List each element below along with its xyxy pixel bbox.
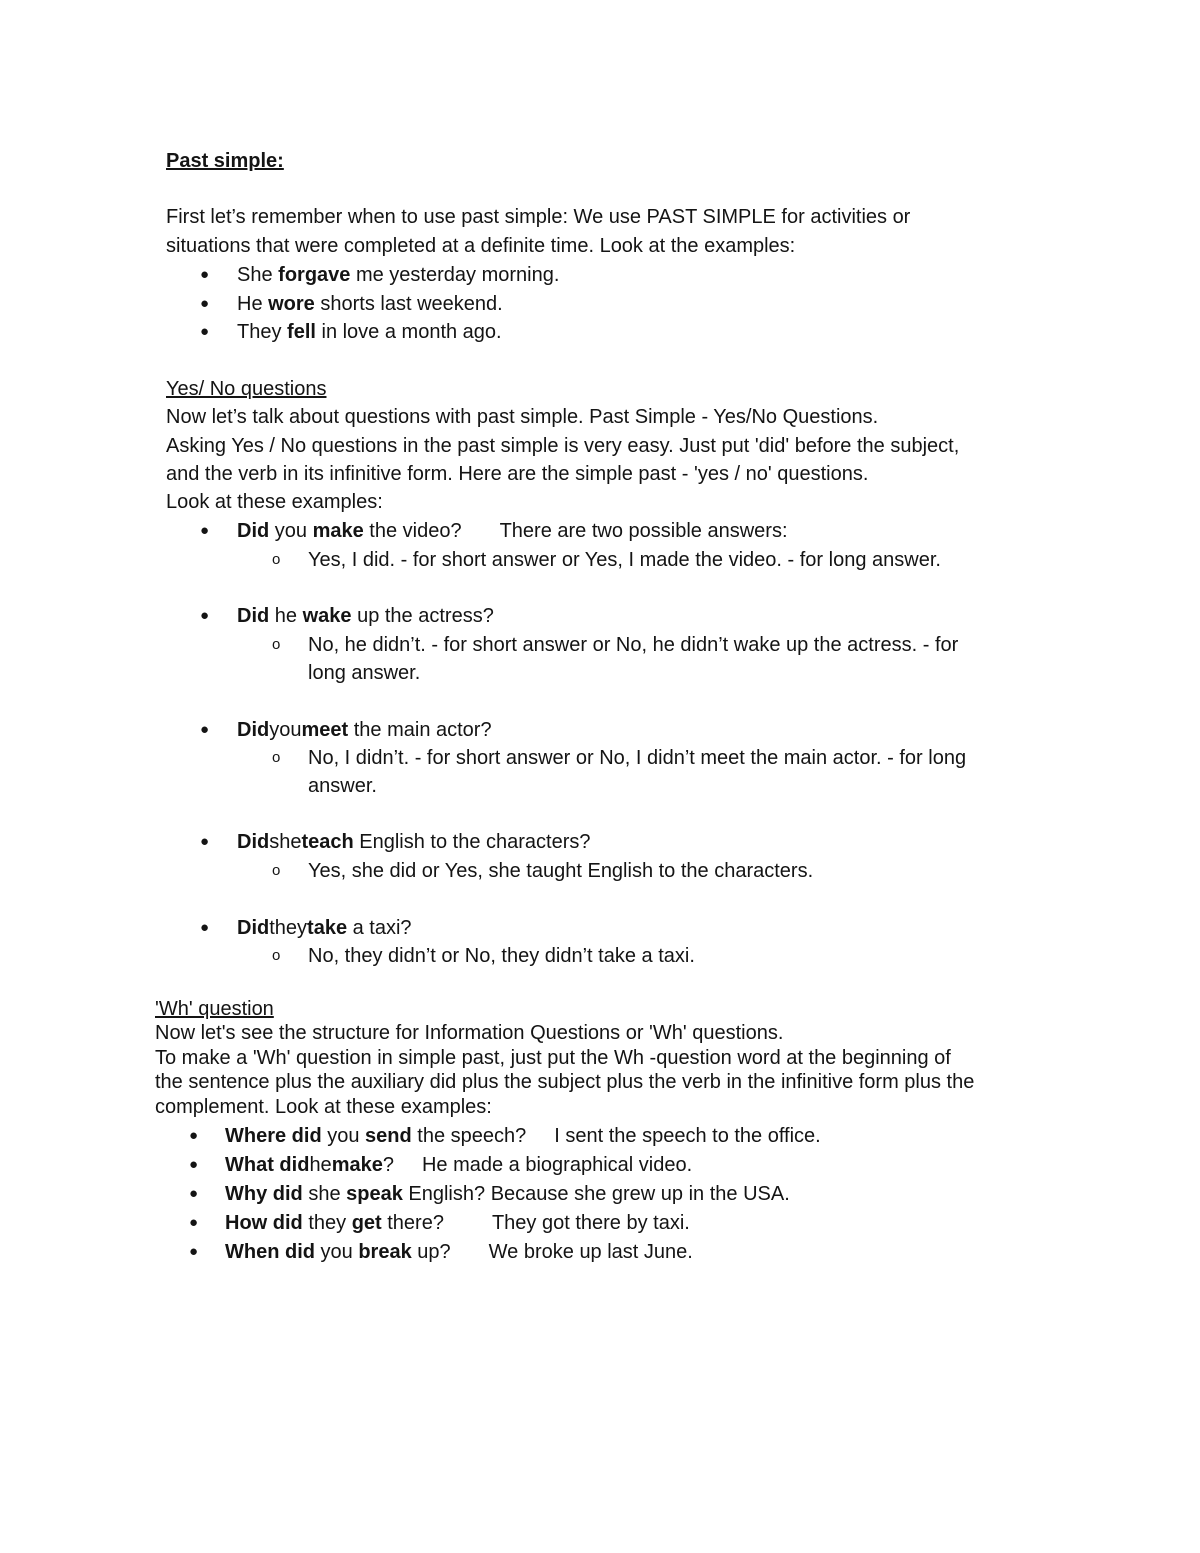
question-item: Didsheteach English to the characters? [237, 831, 591, 853]
wh-item: When did you break up? We broke up last June. [225, 1241, 693, 1263]
answer-item: Yes, I did. - for short answer or Yes, I made the video. - for long answer. [308, 549, 941, 571]
wh-paragraph: Now let's see the structure for Information Questions or 'Wh' questions. [155, 1022, 784, 1044]
yesno-paragraph: Asking Yes / No questions in the past simple is very easy. Just put 'did' before the subject, [166, 435, 960, 457]
answer-item-continued: long answer. [308, 662, 421, 684]
circle-bullet-icon: o [272, 947, 281, 964]
answer-item: No, I didn’t. - for short answer or No, I didn’t meet the main actor. - for long [308, 747, 967, 769]
wh-item: What didhemake? He made a biographical video. [225, 1154, 693, 1176]
bullet-icon: ● [200, 607, 210, 624]
answer-item: Yes, she did or Yes, she taught English to the characters. [308, 860, 814, 882]
intro-line-2: situations that were completed at a definite time. Look at the examples: [166, 235, 796, 257]
question-item: Did he wake up the actress? [237, 605, 494, 627]
bullet-icon: ● [189, 1243, 199, 1260]
bullet-icon: ● [189, 1127, 199, 1144]
question-item: Didtheytake a taxi? [237, 917, 412, 939]
yesno-paragraph: Now let’s talk about questions with past simple. Past Simple - Yes/No Questions. [166, 406, 879, 428]
question-item: Did you make the video? There are two possible answers: [237, 520, 788, 542]
list-item: She forgave me yesterday morning. [237, 264, 560, 286]
yesno-paragraph: Look at these examples: [166, 491, 383, 513]
bullet-icon: ● [200, 721, 210, 738]
wh-item: How did they get there? They got there by taxi. [225, 1212, 690, 1234]
answer-item: No, he didn’t. - for short answer or No, he didn’t wake up the actress. - for [308, 634, 959, 656]
wh-paragraph: To make a 'Wh' question in simple past, just put the Wh -question word at the beginning of [155, 1047, 951, 1069]
bullet-icon: ● [200, 919, 210, 936]
bullet-icon: ● [200, 833, 210, 850]
circle-bullet-icon: o [272, 551, 281, 568]
question-item: Didyoumeet the main actor? [237, 719, 492, 741]
list-item: He wore shorts last weekend. [237, 293, 503, 315]
bullet-icon: ● [200, 522, 210, 539]
wh-paragraph: complement. Look at these examples: [155, 1096, 492, 1118]
answer-item: No, they didn’t or No, they didn’t take a taxi. [308, 945, 695, 967]
wh-heading: 'Wh' question [155, 998, 274, 1020]
bullet-icon: ● [200, 295, 210, 312]
list-item: They fell in love a month ago. [237, 321, 502, 343]
wh-item: Where did you send the speech? I sent the speech to the office. [225, 1125, 821, 1147]
circle-bullet-icon: o [272, 636, 281, 653]
intro-line-1: First let’s remember when to use past simple: We use PAST SIMPLE for activities or [166, 206, 911, 228]
circle-bullet-icon: o [272, 862, 281, 879]
answer-item-continued: answer. [308, 775, 377, 797]
wh-item: Why did she speak English? Because she grew up in the USA. [225, 1183, 790, 1205]
bullet-icon: ● [189, 1156, 199, 1173]
page-title: Past simple: [166, 150, 284, 172]
bullet-icon: ● [189, 1214, 199, 1231]
yesno-paragraph: and the verb in its infinitive form. Here are the simple past - 'yes / no' questions. [166, 463, 869, 485]
bullet-icon: ● [189, 1185, 199, 1202]
bullet-icon: ● [200, 266, 210, 283]
bullet-icon: ● [200, 323, 210, 340]
wh-paragraph: the sentence plus the auxiliary did plus the subject plus the verb in the infinitive form plus the [155, 1071, 975, 1093]
yesno-heading: Yes/ No questions [166, 378, 327, 400]
circle-bullet-icon: o [272, 749, 281, 766]
